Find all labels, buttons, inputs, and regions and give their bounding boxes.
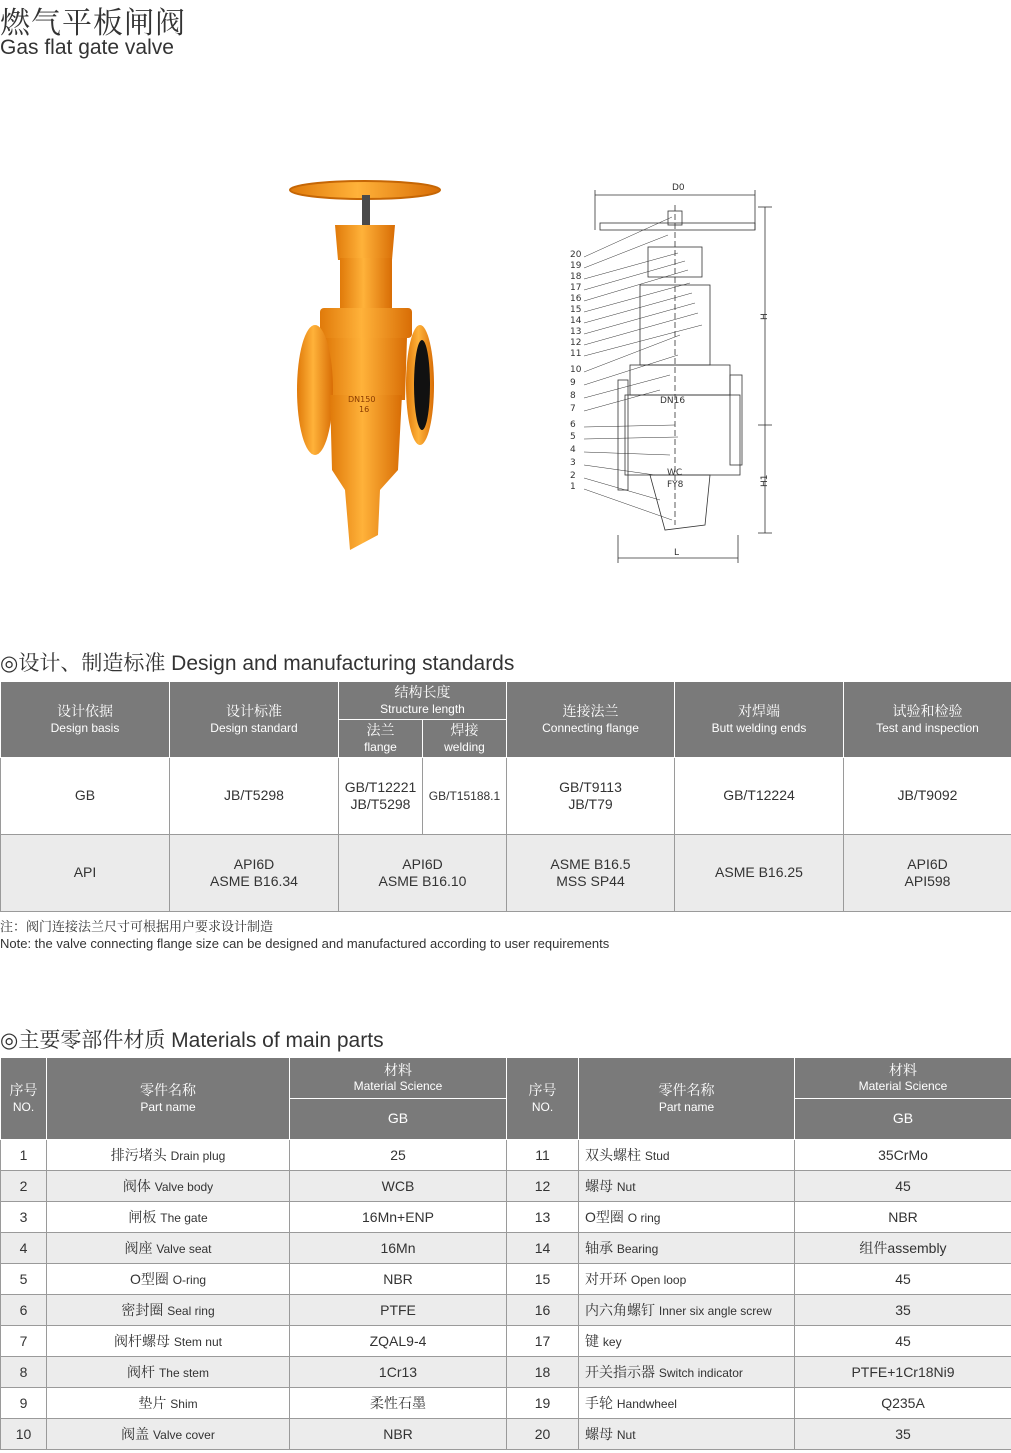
header-test-inspection: 试验和检验 Test and inspection: [844, 682, 1011, 758]
table-row: [1, 1295, 1011, 1326]
part-name-en: Handwheel: [616, 1397, 677, 1411]
table-row: [1, 1171, 1011, 1202]
cell-no: 20: [507, 1419, 579, 1450]
left-flange: [297, 325, 333, 455]
part-name-cn: 键: [585, 1333, 599, 1349]
cell-flange: [339, 758, 423, 835]
table-row: [1, 1388, 1011, 1419]
cell-part-name: [579, 1140, 795, 1171]
part-name-cn: 闸板: [128, 1209, 157, 1225]
cell-material: 45: [795, 1171, 1011, 1202]
valve-photo: [280, 170, 450, 560]
cell-basis: GB: [1, 758, 170, 835]
callout-number: 6: [570, 420, 576, 430]
cell-material: 组件assembly: [795, 1233, 1011, 1264]
part-name-en: Nut: [616, 1428, 636, 1442]
part-name-cn: 阀盖: [121, 1426, 150, 1442]
callout-number: 17: [570, 283, 582, 293]
part-name-cn: 对开环: [585, 1271, 627, 1287]
header-design-basis: 设计依据 Design basis: [1, 682, 170, 758]
header-gb-left: GB: [290, 1099, 507, 1140]
part-name-cn: 螺母: [585, 1426, 613, 1442]
cell-length-line1: API6D: [402, 855, 443, 872]
cell-part-name: [579, 1295, 795, 1326]
cell-material: 35: [795, 1295, 1011, 1326]
table-row: [1, 1326, 1011, 1357]
table-row: [1, 1357, 1011, 1388]
part-name-en: The gate: [160, 1211, 208, 1225]
bonnet-flange: [320, 308, 412, 338]
table-row: [1, 1419, 1011, 1450]
cell-material: 16Mn: [290, 1233, 507, 1264]
cell-part-name: [579, 1202, 795, 1233]
callout-number: 20: [570, 250, 582, 260]
cell-part-name: [579, 1264, 795, 1295]
cell-flange-line1: GB/T12221: [344, 778, 417, 795]
cell-connecting-line2: MSS SP44: [556, 873, 625, 889]
note-en: Note: the valve connecting flange size can be designed and manufactured according to user requirements: [0, 936, 610, 951]
header-structure-length: 结构长度 Structure length: [339, 682, 507, 720]
header-no-left: 序号 NO.: [1, 1058, 47, 1140]
part-name-cn: 螺母: [585, 1178, 613, 1194]
part-name-en: Open loop: [630, 1273, 687, 1287]
cell-connecting-line2: JB/T79: [568, 796, 613, 812]
part-name-cn: 双头螺柱: [585, 1147, 641, 1163]
cell-material: NBR: [290, 1419, 507, 1450]
cell-no: 18: [507, 1357, 579, 1388]
cell-part-name: [47, 1233, 290, 1264]
cell-material: ZQAL9-4: [290, 1326, 507, 1357]
cell-no: 6: [1, 1295, 47, 1326]
cell-no: 19: [507, 1388, 579, 1419]
callout-number: 13: [570, 327, 582, 337]
cell-standard: JB/T5298: [170, 758, 339, 835]
callout-number: 5: [570, 432, 576, 442]
valve-body-upper: [325, 338, 407, 400]
materials-heading: ◎主要零部件材质 Materials of main parts: [0, 1029, 384, 1052]
cell-material: 35CrMo: [795, 1140, 1011, 1171]
callout-number: 4: [570, 445, 576, 455]
part-name-en: Valve body: [154, 1180, 214, 1194]
part-name-en: Nut: [616, 1180, 636, 1194]
callout-number: 16: [570, 294, 582, 304]
material-label-wc: WC: [667, 468, 683, 478]
part-name-en: Stud: [644, 1149, 670, 1163]
dim-d0: D0: [672, 183, 685, 193]
cell-length: [339, 835, 507, 912]
table-row-api: [1, 835, 1011, 912]
part-name-en: key: [602, 1335, 622, 1349]
header-design-standard: 设计标准 Design standard: [170, 682, 339, 758]
callout-number: 11: [570, 349, 582, 359]
cell-material: 1Cr13: [290, 1357, 507, 1388]
cell-material: NBR: [290, 1264, 507, 1295]
valve-drawing: [560, 175, 780, 565]
cell-part-name: [47, 1295, 290, 1326]
cell-part-name: [47, 1388, 290, 1419]
part-name-cn: 手轮: [585, 1395, 613, 1411]
table-row: [1, 1202, 1011, 1233]
callout-number: 1: [570, 482, 576, 492]
part-name-cn: 阀体: [122, 1178, 151, 1194]
callout-number: 10: [570, 365, 582, 375]
cell-part-name: [579, 1357, 795, 1388]
cell-no: 16: [507, 1295, 579, 1326]
cell-test: [844, 835, 1011, 912]
part-name-cn: 垫片: [138, 1395, 167, 1411]
header-part-left: 零件名称 Part name: [47, 1058, 290, 1140]
cell-no: 17: [507, 1326, 579, 1357]
callout-number: 15: [570, 305, 582, 315]
cell-test-line1: API6D: [907, 855, 948, 872]
part-name-en: Bearing: [616, 1242, 659, 1256]
cell-material: 16Mn+ENP: [290, 1202, 507, 1233]
cell-part-name: [579, 1388, 795, 1419]
part-name-en: Inner six angle screw: [658, 1304, 772, 1318]
part-name-en: O-ring: [172, 1273, 207, 1287]
header-material-right: 材料 Material Science: [795, 1058, 1011, 1099]
cell-material: 柔性石墨: [290, 1388, 507, 1419]
part-name-cn: 阀杆: [127, 1364, 156, 1380]
cell-material: PTFE+1Cr18Ni9: [795, 1357, 1011, 1388]
standards-note: [0, 918, 609, 952]
part-name-en: Switch indicator: [658, 1366, 743, 1380]
standards-table: [0, 681, 1011, 912]
cell-no: 12: [507, 1171, 579, 1202]
dim-h1: H1: [760, 474, 770, 487]
cell-no: 2: [1, 1171, 47, 1202]
cell-no: 5: [1, 1264, 47, 1295]
cell-no: 15: [507, 1264, 579, 1295]
table-row: [1, 1140, 1011, 1171]
part-name-en: Valve cover: [153, 1428, 215, 1442]
bonnet: [340, 258, 392, 308]
note-cn: 注：阀门连接法兰尺寸可根据用户要求设计制造: [0, 919, 274, 934]
part-name-cn: 开关指示器: [585, 1364, 655, 1380]
part-name-cn: 阀杆螺母: [114, 1333, 171, 1349]
cell-part-name: [579, 1171, 795, 1202]
part-name-cn: 排污堵头: [110, 1147, 167, 1163]
callout-number: 14: [570, 316, 582, 326]
cell-no: 9: [1, 1388, 47, 1419]
page-subtitle: Gas flat gate valve: [0, 36, 174, 59]
cell-no: 8: [1, 1357, 47, 1388]
part-name-en: Valve seat: [156, 1242, 212, 1256]
header-connecting-flange: 连接法兰 Connecting flange: [507, 682, 675, 758]
cell-test-line2: API598: [904, 873, 951, 889]
cell-part-name: [579, 1419, 795, 1450]
photo-marking-pn: 16: [359, 405, 370, 414]
cell-part-name: [579, 1326, 795, 1357]
cell-material: NBR: [795, 1202, 1011, 1233]
cell-no: 3: [1, 1202, 47, 1233]
cell-no: 1: [1, 1140, 47, 1171]
cell-standard-line1: API6D: [233, 855, 275, 872]
callout-number: 3: [570, 458, 576, 468]
header-part-right: 零件名称 Part name: [579, 1058, 795, 1140]
part-name-cn: O型圈: [585, 1209, 624, 1225]
cell-part-name: [47, 1326, 290, 1357]
cell-welding: GB/T15188.1: [423, 758, 507, 835]
part-name-cn: 密封圈: [121, 1302, 164, 1318]
cell-standard-line2: ASME B16.34: [210, 873, 298, 889]
cell-part-name: [47, 1357, 290, 1388]
header-flange: 法兰 flange: [339, 720, 423, 758]
header-material-left: 材料 Material Science: [290, 1058, 507, 1099]
callout-number: 2: [570, 471, 576, 481]
cell-length-line2: ASME B16.10: [378, 873, 467, 889]
photo-marking-dn: DN150: [348, 395, 376, 404]
header-welding: 焊接 welding: [423, 720, 507, 758]
part-name-en: Drain plug: [170, 1149, 226, 1163]
cell-standard: [170, 835, 339, 912]
cell-no: 14: [507, 1233, 579, 1264]
cell-material: 45: [795, 1264, 1011, 1295]
part-name-cn: 内六角螺钉: [585, 1302, 655, 1318]
part-name-en: O ring: [627, 1211, 661, 1225]
callout-number: 18: [570, 272, 582, 282]
cell-no: 7: [1, 1326, 47, 1357]
cell-no: 13: [507, 1202, 579, 1233]
cell-connecting: [507, 758, 675, 835]
dn-label: DN16: [660, 396, 686, 406]
cell-material: 35: [795, 1419, 1011, 1450]
standards-heading: ◎设计、制造标准 Design and manufacturing standards: [0, 652, 515, 675]
cell-part-name: [47, 1171, 290, 1202]
callout-number: 7: [570, 404, 576, 414]
cell-test: JB/T9092: [844, 758, 1011, 835]
callout-labels: [570, 250, 582, 492]
table-row-gb: [1, 758, 1011, 835]
part-name-cn: 轴承: [585, 1240, 613, 1256]
cell-no: 4: [1, 1233, 47, 1264]
cell-basis: API: [1, 835, 170, 912]
part-name-en: Seal ring: [167, 1304, 215, 1318]
cell-connecting-line1: ASME B16.5: [550, 855, 631, 872]
header-gb-right: GB: [795, 1099, 1011, 1140]
callout-number: 19: [570, 261, 582, 271]
table-row: [1, 1233, 1011, 1264]
cell-part-name: [47, 1419, 290, 1450]
dim-h: H: [760, 313, 770, 320]
cell-no: 11: [507, 1140, 579, 1171]
cell-material: 45: [795, 1326, 1011, 1357]
cell-connecting: [507, 835, 675, 912]
valve-body-lower: [330, 395, 402, 550]
part-name-en: Shim: [170, 1397, 198, 1411]
cell-butt: ASME B16.25: [675, 835, 844, 912]
dim-l: L: [674, 548, 680, 558]
cell-part-name: [579, 1233, 795, 1264]
cell-material: PTFE: [290, 1295, 507, 1326]
page-title: 燃气平板闸阀: [0, 6, 186, 41]
header-no-right: 序号 NO.: [507, 1058, 579, 1140]
yoke: [335, 225, 395, 260]
cell-material: Q235A: [795, 1388, 1011, 1419]
cell-butt: GB/T12224: [675, 758, 844, 835]
material-label-fy8: FY8: [667, 480, 684, 490]
part-name-en: Stem nut: [173, 1335, 222, 1349]
flange-bore: [414, 340, 430, 430]
callout-number: 12: [570, 338, 582, 348]
cell-part-name: [47, 1202, 290, 1233]
cell-part-name: [47, 1140, 290, 1171]
callout-number: 9: [570, 378, 576, 388]
cell-material: 25: [290, 1140, 507, 1171]
table-row: [1, 1264, 1011, 1295]
materials-table: [0, 1057, 1011, 1450]
cell-connecting-line1: GB/T9113: [559, 778, 622, 795]
cell-part-name: [47, 1264, 290, 1295]
callout-number: 8: [570, 391, 576, 401]
part-name-en: The stem: [158, 1366, 209, 1380]
callout-leaders: [584, 217, 702, 520]
part-name-cn: O型圈: [129, 1271, 169, 1287]
cell-material: WCB: [290, 1171, 507, 1202]
cell-flange-line2: JB/T5298: [350, 796, 411, 812]
part-name-cn: 阀座: [124, 1240, 153, 1256]
header-butt-welding: 对焊端 Butt welding ends: [675, 682, 844, 758]
cell-no: 10: [1, 1419, 47, 1450]
